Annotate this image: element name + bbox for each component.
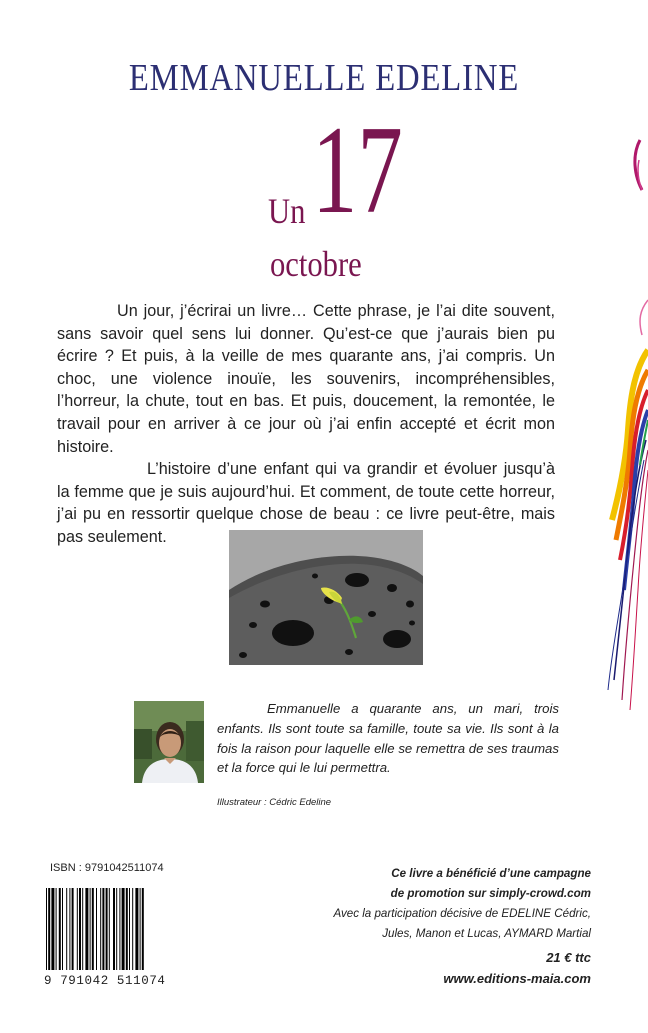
promotion-notice: [333, 864, 591, 944]
barcode-icon: [44, 888, 179, 988]
blurb-paragraph-1: Un jour, j’écrirai un livre… Cette phrase, je l’ai dite souvent, sans savoir quel sens lui donner. Qu’est-ce que j’aurais bien pu écrire ? Et puis, à la veille de mes quarante ans, j’ai compris. Un choc, une violence inouïe, les souvenirs, incompréhensibles, l’horreur, la chute, tout en bas. Et puis, doucement, la remontée, le travail pour en arriver à ce jour où j’ai enfin accepté et écrit mon histoire.: [57, 302, 555, 456]
author-bio-text: Emmanuelle a quarante ans, un mari, trois enfants. Ils sont toute sa famille, toute sa vie. Ils sont à la fois la raison pour laquelle elle se remettra de ses traumas et la force qui le lui permettra.: [217, 701, 559, 776]
title-month: octobre: [270, 244, 362, 284]
promo-line-4: Jules, Manon et Lucas, AYMARD Martial: [382, 927, 591, 940]
publisher-website: www.editions-maia.com: [443, 971, 591, 986]
colorful-figure-illustration: [590, 120, 648, 720]
back-cover-blurb: [57, 300, 555, 549]
author-name: EMMANUELLE EDELINE: [128, 57, 520, 99]
barcode-bars: [44, 888, 179, 970]
price: 21 € ttc: [546, 950, 591, 965]
sprout-illustration: [229, 530, 423, 665]
author-bio: [217, 699, 559, 778]
title-un: Un: [268, 191, 306, 231]
promo-line-3: Avec la participation décisive de EDELINE Cédric,: [333, 907, 591, 920]
barcode-digits: 9 791042 511074: [44, 974, 166, 988]
blurb-paragraph-2: L’histoire d’une enfant qui va grandir et évoluer jusqu’à la femme que je suis aujourd’hui. Et comment, de toute cette horreur, j’ai pu en ressortir quelque chose de beau : ce livre peut-être, mais pas seulement.: [57, 460, 555, 546]
isbn-label: ISBN : 9791042511074: [50, 862, 164, 874]
promo-line-2: de promotion sur simply-crowd.com: [390, 887, 591, 900]
author-photo: [134, 701, 204, 783]
promo-line-1: Ce livre a bénéficié d’une campagne: [391, 867, 591, 880]
title-number: 17: [312, 101, 403, 240]
illustrator-credit: Illustrateur : Cédric Edeline: [217, 797, 332, 808]
